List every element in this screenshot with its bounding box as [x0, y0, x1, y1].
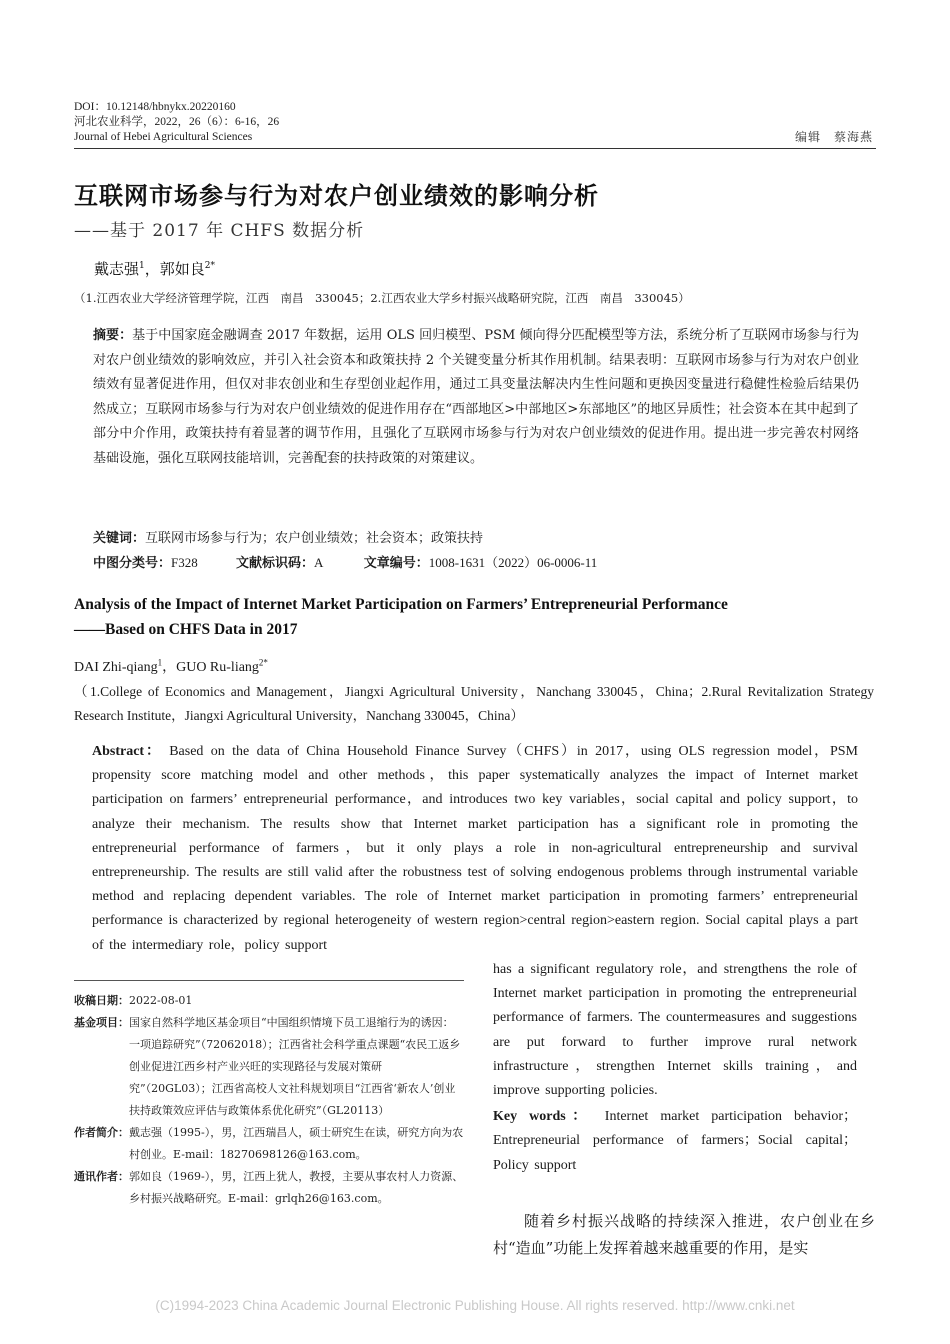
abstract-en: [92, 740, 858, 958]
author-en-1-sup: 1: [157, 657, 163, 668]
author-en-1-name: DAI Zhi-qiang: [74, 660, 158, 675]
title-en-line1: Analysis of the Impact of Internet Market Participation on Farmers’ Entrepreneurial Performance: [74, 596, 728, 613]
footnote-funding: [74, 1012, 464, 1122]
doc-code-label: 文献标识码：: [236, 556, 315, 571]
footnote-label: 通讯作者：: [74, 1170, 129, 1183]
author-en-2-name: GUO Ru-liang: [176, 660, 259, 675]
keywords-en-label: Key words：: [493, 1109, 593, 1125]
editor-credit: 编辑 蔡海燕: [794, 130, 873, 144]
keywords-cn: [93, 527, 483, 546]
abstract-cn-text: 基于中国家庭金融调查 2017 年数据，运用 OLS 回归模型、PSM 倾向得分匹配模型等方法，系统分析了互联网市场参与行为对农户创业绩效的影响效应，并引入社会资本和政策扶持 2 个关键变量分析其作用机制。结果表明：互联网市场参与行为对农户创业绩效有显著促进作用，但仅对非农创业和生存型创业起作用，通过工具变量法解决内生性问题和更换因变量进行稳健性检验后结果仍然成立；互联网市场参与行为对农户创业绩效的促进作用存在“西部地区>中部地区>东部地区”的地区异质性；社会资本在其中起到了部分中介作用，政策扶持有着显著的调节作用，且强化了互联网市场参与行为对农户创业绩效的促进作用。提出进一步完善农村网络基础设施，强化互联网技能培训，完善配套的扶持政策的对策建议。: [93, 328, 859, 466]
title-en: [74, 592, 864, 642]
abstract-cn: [93, 324, 859, 472]
body-paragraph-text: 随着乡村振兴战略的持续深入推进，农户创业在乡村“造血”功能上发挥着越来越重要的作用，是实: [493, 1212, 875, 1257]
footnote-corresponding: [74, 1166, 464, 1210]
article-no-value: 1008-1631（2022）06-0006-11: [428, 555, 598, 570]
footnote-text: 戴志强（1995-），男，江西瑞昌人，硕士研究生在读，研究方向为农村创业。E-mail：18270698126@163.com。: [129, 1126, 464, 1161]
doc-code-value: A: [314, 555, 324, 570]
abstract-en-text-cont: has a significant regulatory role，and strengthens the role of Internet market participation in promoting the entrepreneurial performance of farmers. The countermeasures and suggestions are put forward to further improve rural network infrastructure，strengthen Internet skills training，and improve supporting policies.: [493, 962, 857, 1099]
author-sep: ，: [144, 260, 160, 278]
keywords-cn-label: 关键词：: [93, 531, 146, 546]
keywords-cn-text: 互联网市场参与行为；农户创业绩效；社会资本；政策扶持: [145, 531, 484, 546]
author-en-2-sup: 2*: [258, 657, 268, 668]
abstract-en-continued: [493, 958, 857, 1178]
abstract-en-label: Abstract：: [92, 744, 162, 759]
author-en-sep: ，: [162, 660, 177, 675]
page-subtitle: ——基于 2017 年 CHFS 数据分析: [74, 221, 365, 241]
footnote-text: 2022-08-01: [129, 994, 193, 1007]
footnote-text: 国家自然科学地区基金项目“中国组织情境下员工退缩行为的诱因：一项追踪研究”（72062018）；江西省社会科学重点课题“农民工返乡创业促进江西乡村产业兴旺的实现路径与发展对策研究”（20GL03）；江西省高校人文社科规划项目“江西省‘新农人’创业扶持政策效应评估与政策体系优化研究”（GL20113）: [129, 1016, 461, 1117]
footnote-text: 郭如良（1969-），男，江西上犹人，教授，主要从事农村人力资源、乡村振兴战略研究。E-mail：grlqh26@163.com。: [129, 1170, 464, 1205]
author-2-name: 郭如良: [159, 260, 205, 278]
author-1-sup: 1: [139, 261, 145, 271]
affiliation-cn: （1.江西农业大学经济管理学院，江西 南昌 330045；2.江西农业大学乡村振兴战略研究院，江西 南昌 330045）: [74, 291, 690, 305]
authors-cn: [94, 258, 215, 279]
doi-line: DOI：10.12148/hbnykx.20220160: [74, 101, 236, 113]
page-title: 互联网市场参与行为对农户创业绩效的影响分析: [74, 182, 599, 210]
abstract-cn-label: 摘要：: [93, 328, 133, 343]
footnote-rule: [74, 980, 464, 981]
journal-name: Journal of Hebei Agricultural Sciences: [74, 131, 253, 143]
footnote-received: [74, 990, 464, 1012]
copyright-watermark: (C)1994-2023 China Academic Journal Electronic Publishing House. All rights reserved. http://www.cnki.net: [155, 1298, 795, 1313]
authors-en: [74, 656, 268, 676]
citation-line: 河北农业科学，2022，26（6）：6-16，26: [74, 116, 280, 128]
title-en-line2: ——Based on CHFS Data in 2017: [74, 621, 298, 638]
keywords-en: [493, 1105, 857, 1178]
header-rule: [74, 148, 876, 149]
body-paragraph: [493, 1208, 875, 1262]
abstract-en-text: Based on the data of China Household Finance Survey（CHFS）in 2017，using OLS regression model，PSM propensity score matching model and other methods，this paper systematically analyzes the impact of Internet market participation on farmers’ entrepreneurial performance，and introduces two key variables，social capital and policy support，to analyze their mechanism. The results show that Internet market participation has a significant role in promoting the entrepreneurial performance of farmers，but it only plays a role in non-agricultural entrepreneurship and survival entrepreneurship. The results are still valid after the robustness test of solving endogenous problems through instrumental variable method and replacing dependent variables. The role of Internet market participation in promoting farmers’ entrepreneurial performance is characterized by regional heterogeneity of western region>central region>eastern region. Social capital plays a part of the intermediary role，policy support: [92, 744, 858, 953]
footnote-label: 收稿日期：: [74, 994, 129, 1007]
keywords-en-text: Internet market participation behavior；Entrepreneurial performance of farmers；Social capital；Policy support: [493, 1109, 857, 1173]
clc-label: 中图分类号：: [93, 556, 172, 571]
classification-line: [93, 552, 597, 571]
author-1-name: 戴志强: [94, 260, 140, 278]
footnotes: [74, 990, 464, 1210]
footnote-label: 基金项目：: [74, 1016, 129, 1029]
footnote-label: 作者简介：: [74, 1126, 129, 1139]
article-no-label: 文章编号：: [363, 556, 429, 571]
footnote-author-bio: [74, 1122, 464, 1166]
affiliation-en: （1.College of Economics and Management，Jiangxi Agricultural University，Nanchang 330045，China；2.Rural Revitalization Strategy Research Institute，Jiangxi Agricultural University，Nanchang 330045，China）: [74, 684, 874, 723]
clc-value: F328: [171, 555, 198, 570]
author-2-sup: 2*: [204, 261, 216, 271]
